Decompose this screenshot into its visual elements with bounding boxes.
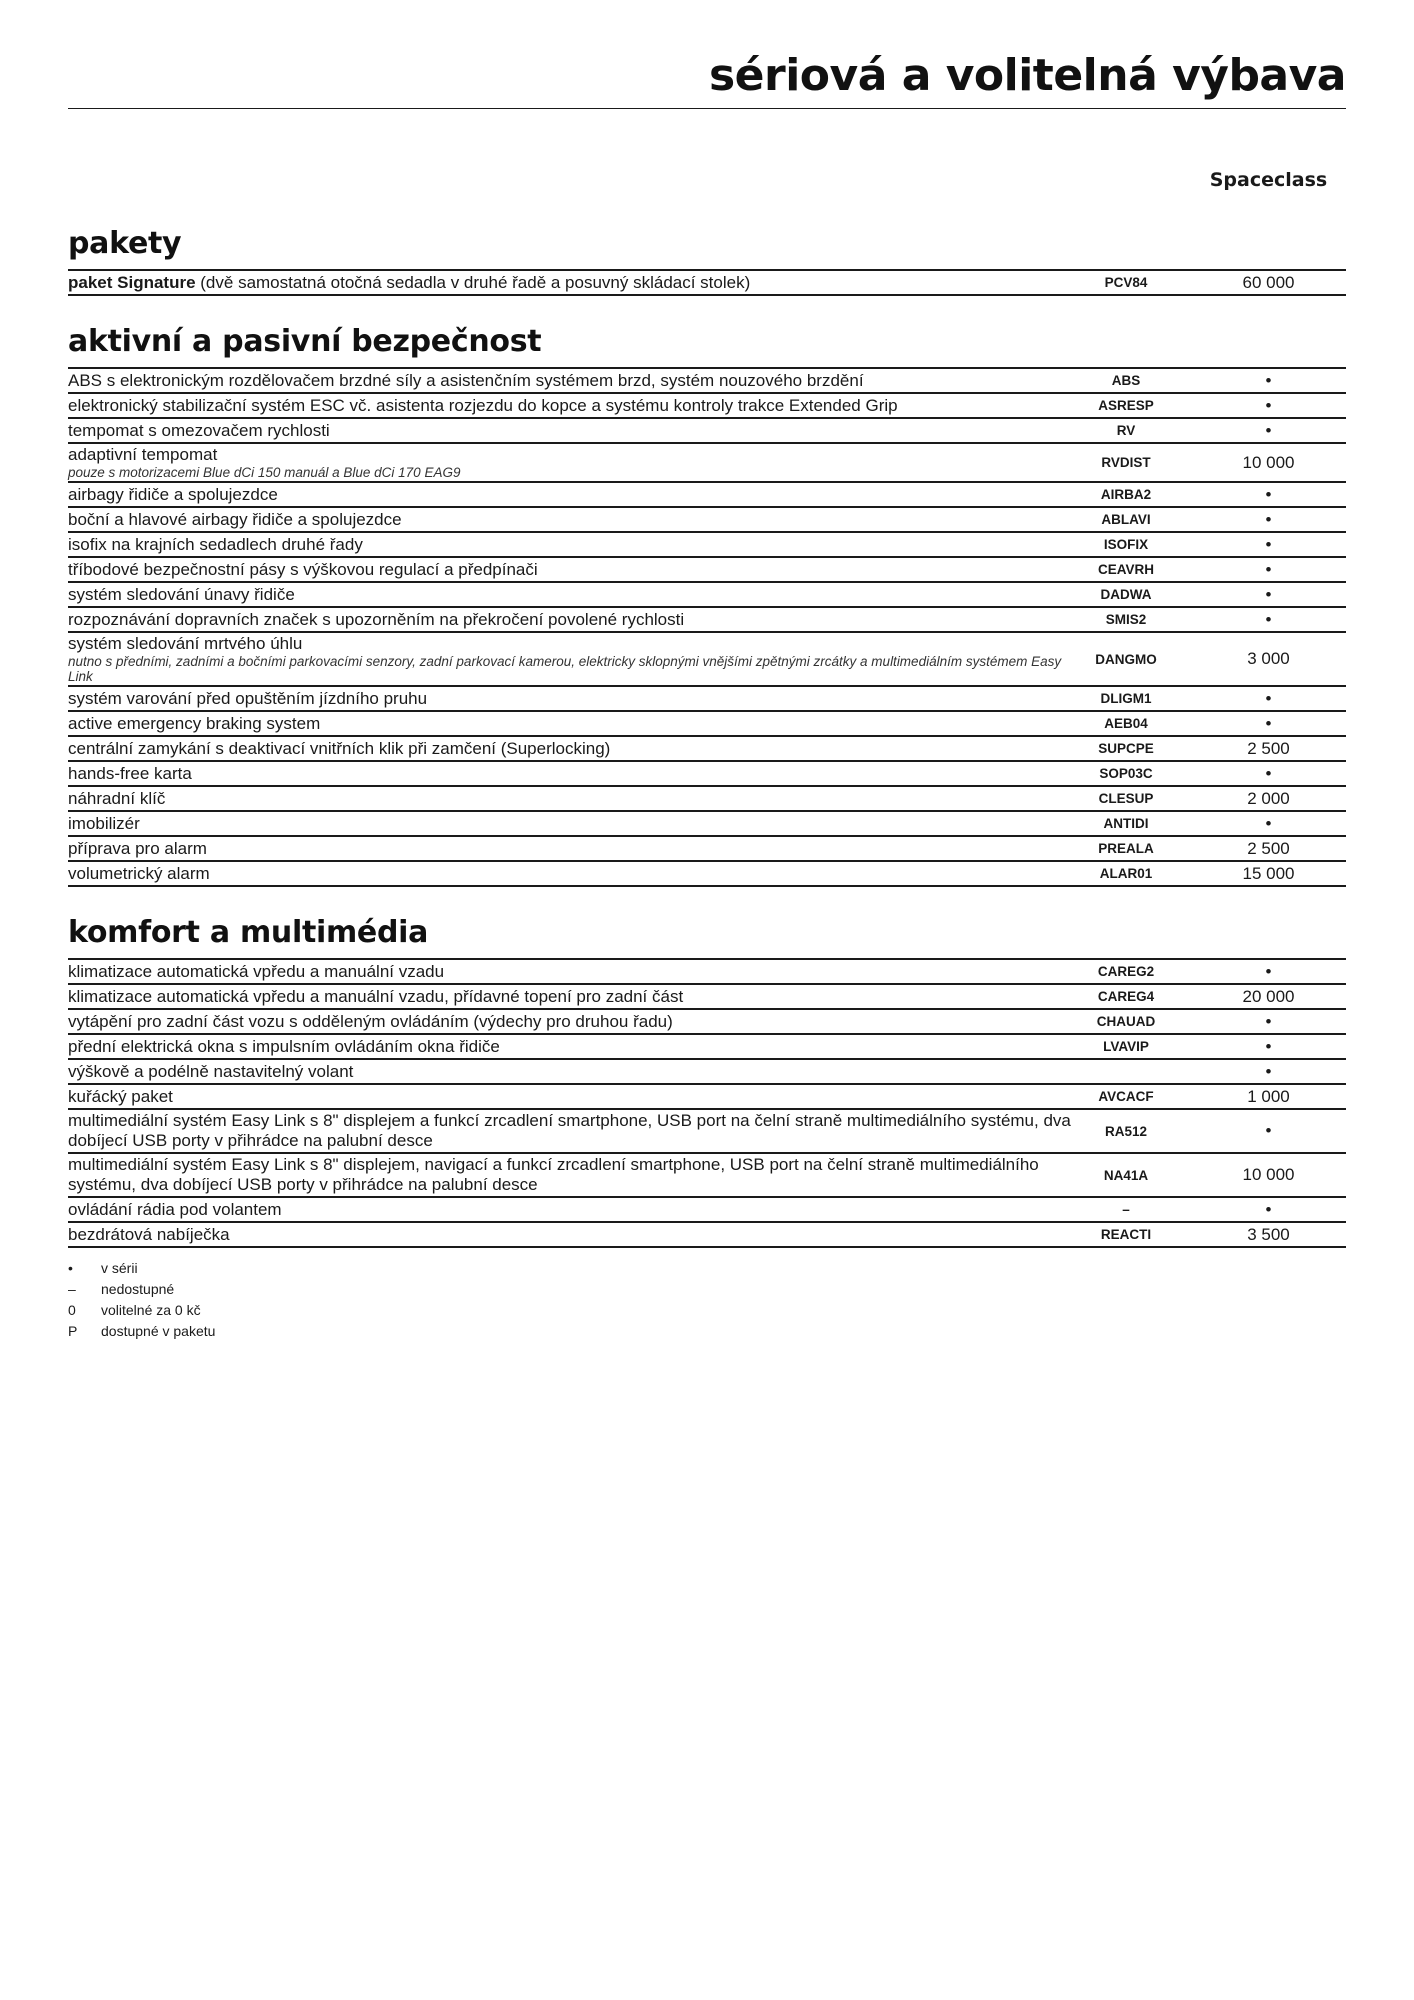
legend-symbol: 0 [68,1302,76,1318]
equipment-description [68,1036,1076,1058]
equipment-row [68,985,1346,1010]
equipment-row [68,762,1346,787]
option-code: ASRESP [1098,398,1154,413]
option-code: ISOFIX [1103,537,1149,552]
price-value: • [1265,813,1272,833]
equipment-description [68,961,1076,983]
equipment-row [68,394,1346,419]
legend-symbol: – [68,1281,76,1297]
equipment-description [68,838,1076,860]
equipment-text: imobilizér [68,813,140,833]
equipment-row [68,1010,1346,1035]
equipment-description [68,633,1076,685]
option-code: ABS [1111,373,1141,388]
price-value: 2 500 [1247,738,1290,758]
price-value: 60 000 [1242,272,1295,292]
option-code: SMIS2 [1105,612,1147,627]
legend-text: nedostupné [101,1281,175,1297]
equipment-description [68,1154,1076,1196]
option-code: SOP03C [1099,766,1153,781]
price-value: • [1265,1061,1272,1081]
equipment-description [68,584,1076,606]
equipment-description [68,1011,1076,1033]
price-value: • [1265,1121,1272,1140]
equipment-text: příprava pro alarm [68,838,207,858]
equipment-row [68,1085,1346,1110]
price-value: 15 000 [1242,863,1295,883]
option-code: RVDIST [1101,455,1151,470]
section-title: komfort a multimédia [68,915,1346,960]
option-code: CHAUAD [1096,1014,1156,1029]
equipment-text: klimatizace automatická vpředu a manuální vzadu [68,961,445,981]
equipment-description [68,609,1076,631]
equipment-description [68,1061,1076,1083]
price-value: • [1265,1011,1272,1031]
equipment-description [68,1224,1076,1246]
option-code: CAREG4 [1097,989,1155,1004]
page-title: sériová a volitelná výbava [708,50,1346,101]
equipment-row [68,837,1346,862]
option-code: RV [1116,423,1136,438]
equipment-row [68,812,1346,837]
package-name: paket Signature [68,272,196,292]
equipment-text: klimatizace automatická vpředu a manuální vzadu, přídavné topení pro zadní část [68,986,684,1006]
equipment-row [68,1035,1346,1060]
option-code: AIRBA2 [1100,487,1152,502]
variant-column-header: Spaceclass [1209,169,1328,191]
equipment-text: multimediální systém Easy Link s 8" displejem, navigací a funkcí zrcadlení smartphone, USB port na čelní straně multimediálního systému, dva dobíjecí USB porty v přihrádce na palubní desce [68,1155,1039,1194]
equipment-description [68,1199,1076,1221]
section-spacer [68,887,1346,915]
equipment-text: tříbodové bezpečnostní pásy s výškovou regulací a předpínači [68,559,538,579]
legend-text: v sérii [101,1260,138,1276]
price-value: 20 000 [1242,986,1295,1006]
equipment-description [68,444,1076,481]
option-code: DADWA [1100,587,1152,602]
equipment-text: volumetrický alarm [68,863,210,883]
equipment-text: adaptivní tempomat [68,445,218,464]
equipment-row [68,1060,1346,1085]
legend-item [68,1258,1346,1279]
section-title: pakety [68,226,1346,271]
equipment-text: bezdrátová nabíječka [68,1224,230,1244]
option-code: DANGMO [1095,651,1157,667]
equipment-description [68,813,1076,835]
equipment-row [68,960,1346,985]
equipment-description [68,395,1076,417]
legend-text: dostupné v paketu [101,1323,216,1339]
equipment-text: systém sledování únavy řidiče [68,584,295,604]
title-divider [68,108,1346,109]
equipment-note: pouze s motorizacemi Blue dCi 150 manuál a Blue dCi 170 EAG9 [68,465,461,480]
equipment-text: tempomat s omezovačem rychlosti [68,420,330,440]
equipment-text: kuřácký paket [68,1086,173,1106]
equipment-row [68,271,1346,296]
legend-symbol: P [68,1323,78,1339]
equipment-text: ovládání rádia pod volantem [68,1199,282,1219]
equipment-text: elektronický stabilizační systém ESC vč. asistenta rozjezdu do kopce a systému kontroly trakce Extended Grip [68,395,898,415]
price-value: • [1265,763,1272,783]
option-code: CEAVRH [1097,562,1154,577]
option-code: REACTI [1100,1227,1152,1242]
equipment-description [68,763,1076,785]
price-value: 10 000 [1242,452,1295,472]
option-code: ANTIDI [1103,816,1149,831]
equipment-description [68,713,1076,735]
equipment-row [68,508,1346,533]
equipment-row [68,1223,1346,1248]
equipment-text: airbagy řidiče a spolujezdce [68,484,278,504]
price-value: • [1265,1036,1272,1056]
equipment-row [68,687,1346,712]
equipment-sections [68,226,1346,1342]
equipment-description [68,534,1076,556]
price-value: • [1265,370,1272,390]
price-value: • [1265,509,1272,529]
legend [68,1258,1346,1342]
section-spacer [68,296,1346,324]
equipment-text: systém varování před opuštěním jízdního pruhu [68,688,428,708]
price-value: • [1265,609,1272,629]
option-code: CAREG2 [1097,964,1155,979]
option-code: – [1122,1202,1130,1217]
price-value: • [1265,559,1272,579]
equipment-row [68,737,1346,762]
equipment-row [68,558,1346,583]
equipment-description [68,986,1076,1008]
price-value: 1 000 [1247,1086,1290,1106]
price-value: • [1265,534,1272,554]
equipment-description [68,559,1076,581]
equipment-text: rozpoznávání dopravních značek s upozorněním na překročení povolené rychlosti [68,609,685,629]
equipment-row [68,787,1346,812]
equipment-row [68,862,1346,887]
option-code: NA41A [1103,1167,1149,1183]
option-code: AEB04 [1104,716,1148,731]
equipment-description [68,863,1076,885]
price-value: 3 500 [1247,1224,1290,1244]
option-code: RA512 [1104,1123,1148,1139]
option-code: AVCACF [1098,1089,1154,1104]
equipment-row [68,608,1346,633]
equipment-text: boční a hlavové airbagy řidiče a spolujezdce [68,509,402,529]
price-value: 2 500 [1247,838,1290,858]
price-value: • [1265,420,1272,440]
legend-text: volitelné za 0 kč [101,1302,201,1318]
equipment-row [68,419,1346,444]
equipment-row [68,1110,1346,1154]
price-value: 10 000 [1242,1165,1295,1184]
equipment-text: hands-free karta [68,763,192,783]
equipment-row [68,369,1346,394]
legend-item [68,1321,1346,1342]
option-code: SUPCPE [1098,741,1154,756]
equipment-description [68,788,1076,810]
equipment-text: isofix na krajních sedadlech druhé řady [68,534,363,554]
equipment-text: multimediální systém Easy Link s 8" displejem a funkcí zrcadlení smartphone, USB port na čelní straně multimediálního systému, dva dobíjecí USB porty v přihrádce na palubní desce [68,1111,1071,1150]
equipment-note: nutno s předními, zadními a bočními parkovacími senzory, zadní parkovací kamerou, elektricky sklopnými vnějšími zpětnými zrcátky a multimediálním systémem Easy Link [68,654,1062,684]
price-value: • [1265,395,1272,415]
equipment-row [68,1154,1346,1198]
equipment-text: centrální zamykání s deaktivací vnitřních klik při zamčení (Superlocking) [68,738,611,758]
equipment-row [68,712,1346,737]
legend-item [68,1300,1346,1321]
equipment-description [68,420,1076,442]
price-value: 3 000 [1247,649,1290,668]
equipment-description [68,484,1076,506]
option-code: CLESUP [1098,791,1154,806]
option-code: DLIGM1 [1100,691,1152,706]
equipment-row [68,1198,1346,1223]
equipment-text: systém sledování mrtvého úhlu [68,634,303,653]
price-value: • [1265,961,1272,981]
equipment-description [68,688,1076,710]
equipment-description [68,738,1076,760]
price-value: 2 000 [1247,788,1290,808]
price-value: • [1265,484,1272,504]
option-code: ALAR01 [1099,866,1153,881]
equipment-text: přední elektrická okna s impulsním ovládáním okna řidiče [68,1036,500,1056]
equipment-description [68,1110,1076,1152]
equipment-row [68,633,1346,687]
price-value: • [1265,688,1272,708]
legend-item [68,1279,1346,1300]
equipment-text: náhradní klíč [68,788,166,808]
equipment-text: active emergency braking system [68,713,321,733]
equipment-row [68,583,1346,608]
equipment-row [68,533,1346,558]
equipment-description [68,370,1076,392]
equipment-text: ABS s elektronickým rozdělovačem brzdné síly a asistenčním systémem brzd, systém nouzového brzdění [68,370,864,390]
equipment-text: vytápění pro zadní část vozu s odděleným ovládáním (výdechy pro druhou řadu) [68,1011,673,1031]
price-value: • [1265,1199,1272,1219]
legend-symbol: • [68,1260,73,1276]
equipment-description [68,1086,1076,1108]
option-code: LVAVIP [1103,1039,1149,1054]
price-value: • [1265,584,1272,604]
equipment-row [68,444,1346,483]
option-code: PCV84 [1104,275,1148,290]
equipment-description [68,509,1076,531]
option-code: PREALA [1098,841,1154,856]
equipment-text: výškově a podélně nastavitelný volant [68,1061,354,1081]
section-title: aktivní a pasivní bezpečnost [68,324,1346,369]
equipment-description [68,272,1076,294]
price-value: • [1265,713,1272,733]
equipment-text: (dvě samostatná otočná sedadla v druhé řadě a posuvný skládací stolek) [195,272,751,292]
option-code: ABLAVI [1101,512,1151,527]
equipment-row [68,483,1346,508]
